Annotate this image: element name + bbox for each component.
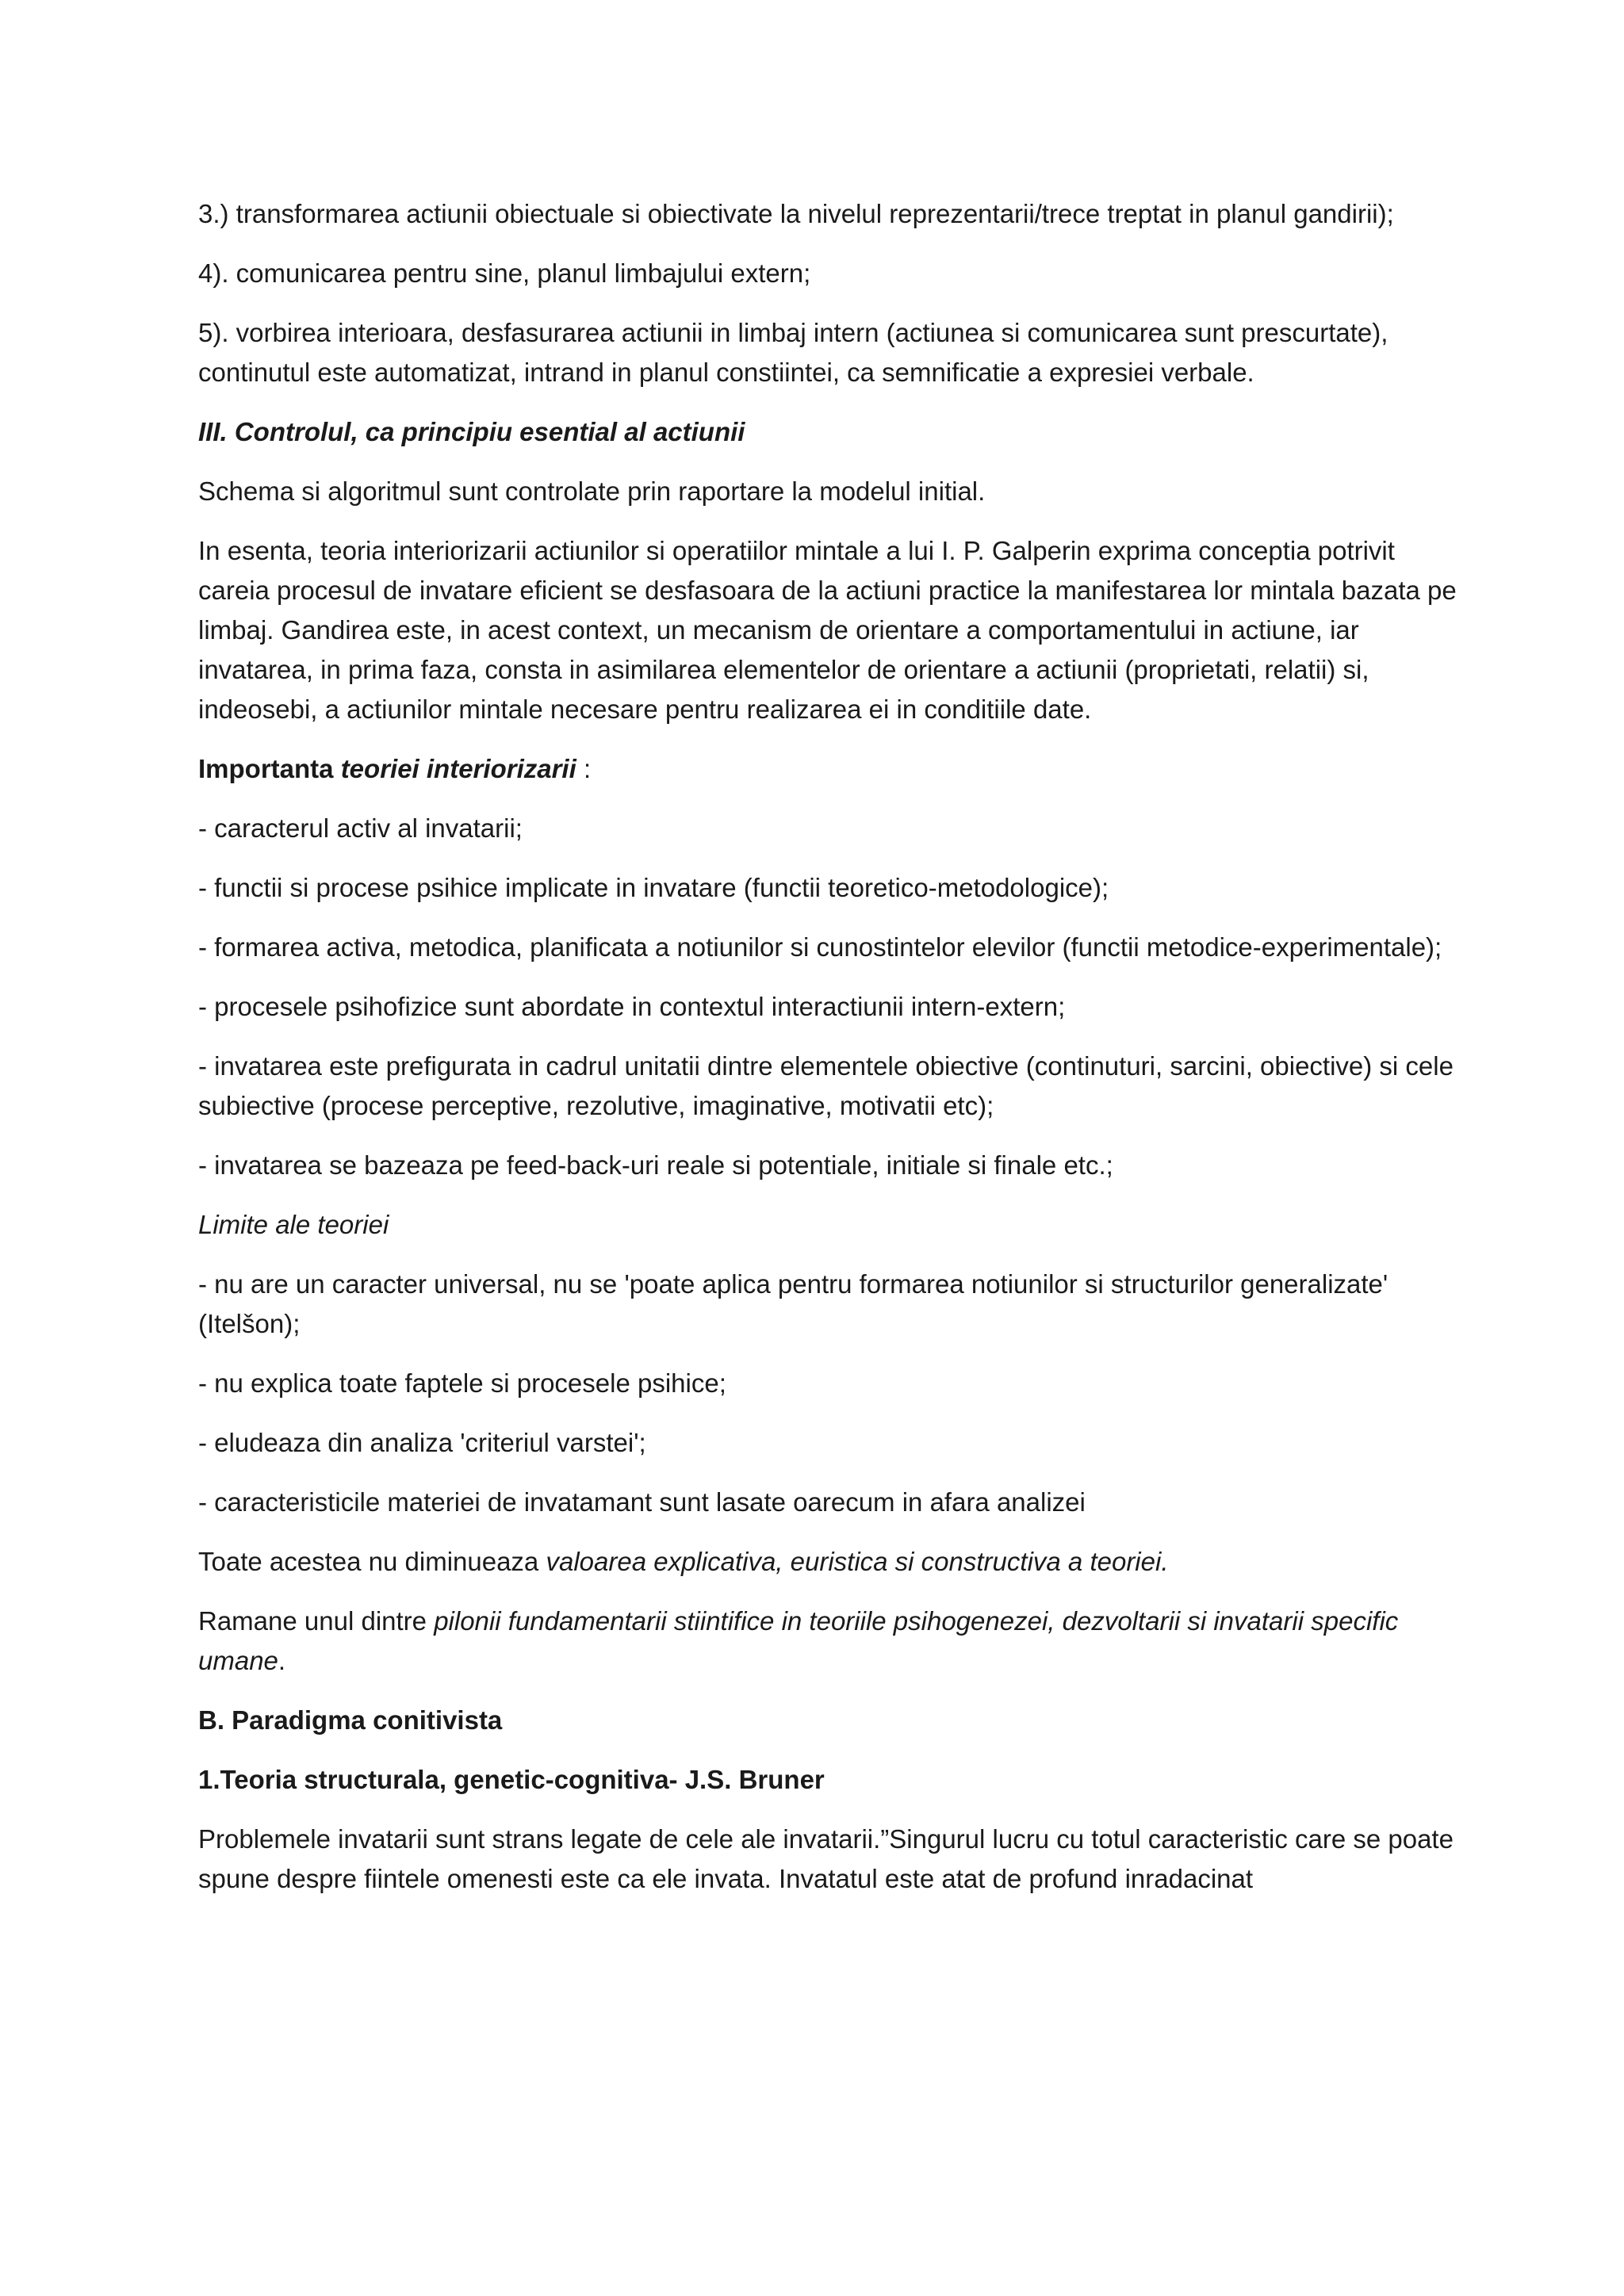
list-item: - formarea activa, metodica, planificata a notiunilor si cunostintelor elevilor (functii metodice-experimentale); (198, 932, 1442, 962)
italic-run: pilonii fundamentarii stiintifice in teoriile psihogenezei, dezvoltarii si invatarii specific umane (198, 1606, 1399, 1675)
list-item: - invatarea se bazeaza pe feed-back-uri reale si potentiale, initiale si finale etc.; (198, 1150, 1113, 1180)
text-run: Toate acestea nu diminueaza (198, 1547, 546, 1576)
paragraph: Problemele invatarii sunt strans legate de cele ale invatarii.”Singurul lucru cu totul caracteristic care se poate spune despre fiintele omenesti este ca ele invata. Invatatul este atat de profund inradacinat (198, 1824, 1454, 1893)
document-page (198, 194, 1459, 1919)
italic-run: valoarea explicativa, euristica si constructiva a teoriei. (546, 1547, 1169, 1576)
section-heading: III. Controlul, ca principiu esential al actiunii (198, 417, 745, 446)
section-heading: Limite ale teoriei (198, 1210, 389, 1239)
list-item: - functii si procese psihice implicate in invatare (functii teoretico-metodologice); (198, 873, 1109, 902)
section-heading: B. Paradigma conitivista (198, 1705, 503, 1735)
list-item: - procesele psihofizice sunt abordate in contextul interactiunii intern-extern; (198, 992, 1066, 1021)
list-item: - eludeaza din analiza 'criteriul varstei'; (198, 1428, 646, 1457)
heading-tail: : (576, 754, 592, 783)
heading-bold-part: Importanta (198, 754, 341, 783)
paragraph: 3.) transformarea actiunii obiectuale si obiectivate la nivelul reprezentarii/trece treptat in planul gandirii); (198, 199, 1394, 228)
list-item: - nu explica toate faptele si procesele psihice; (198, 1368, 726, 1398)
text-run: . (278, 1646, 286, 1675)
paragraph: 4). comunicarea pentru sine, planul limbajului extern; (198, 258, 811, 288)
section-heading (198, 749, 1459, 789)
list-item: - caracteristicile materiei de invatamant sunt lasate oarecum in afara analizei (198, 1487, 1086, 1517)
paragraph (198, 1542, 1459, 1582)
text-run: Ramane unul dintre (198, 1606, 435, 1636)
heading-bold-italic-part: teoriei interiorizarii (340, 754, 576, 783)
paragraph (198, 1601, 1459, 1681)
paragraph: Schema si algoritmul sunt controlate prin raportare la modelul initial. (198, 476, 986, 506)
list-item: - nu are un caracter universal, nu se 'poate aplica pentru formarea notiunilor si structurilor generalizate' (Itelšon); (198, 1269, 1388, 1338)
list-item: - invatarea este prefigurata in cadrul unitatii dintre elementele obiective (continuturi, sarcini, obiective) si cele subiective (procese perceptive, rezolutive, imaginative, motivatii etc); (198, 1051, 1454, 1120)
paragraph: In esenta, teoria interiorizarii actiunilor si operatiilor mintale a lui I. P. Galperin exprima conceptia potrivit careia procesul de invatare eficient se desfasoara de la actiuni practice la manifestarea lor mintala bazata pe limbaj. Gandirea este, in acest context, un mecanism de orientare a comportamentului in actiune, iar invatarea, in prima faza, consta in asimilarea elementelor de orientare a actiunii (proprietati, relatii) si, indeosebi, a actiunilor mintale necesare pentru realizarea ei in conditiile date. (198, 536, 1457, 724)
section-heading: 1.Teoria structurala, genetic-cognitiva- J.S. Bruner (198, 1765, 825, 1794)
paragraph: 5). vorbirea interioara, desfasurarea actiunii in limbaj intern (actiunea si comunicarea sunt prescurtate), continutul este automatizat, intrand in planul constiintei, ca semnificatie a expresiei verbale. (198, 318, 1388, 387)
list-item: - caracterul activ al invatarii; (198, 813, 523, 843)
